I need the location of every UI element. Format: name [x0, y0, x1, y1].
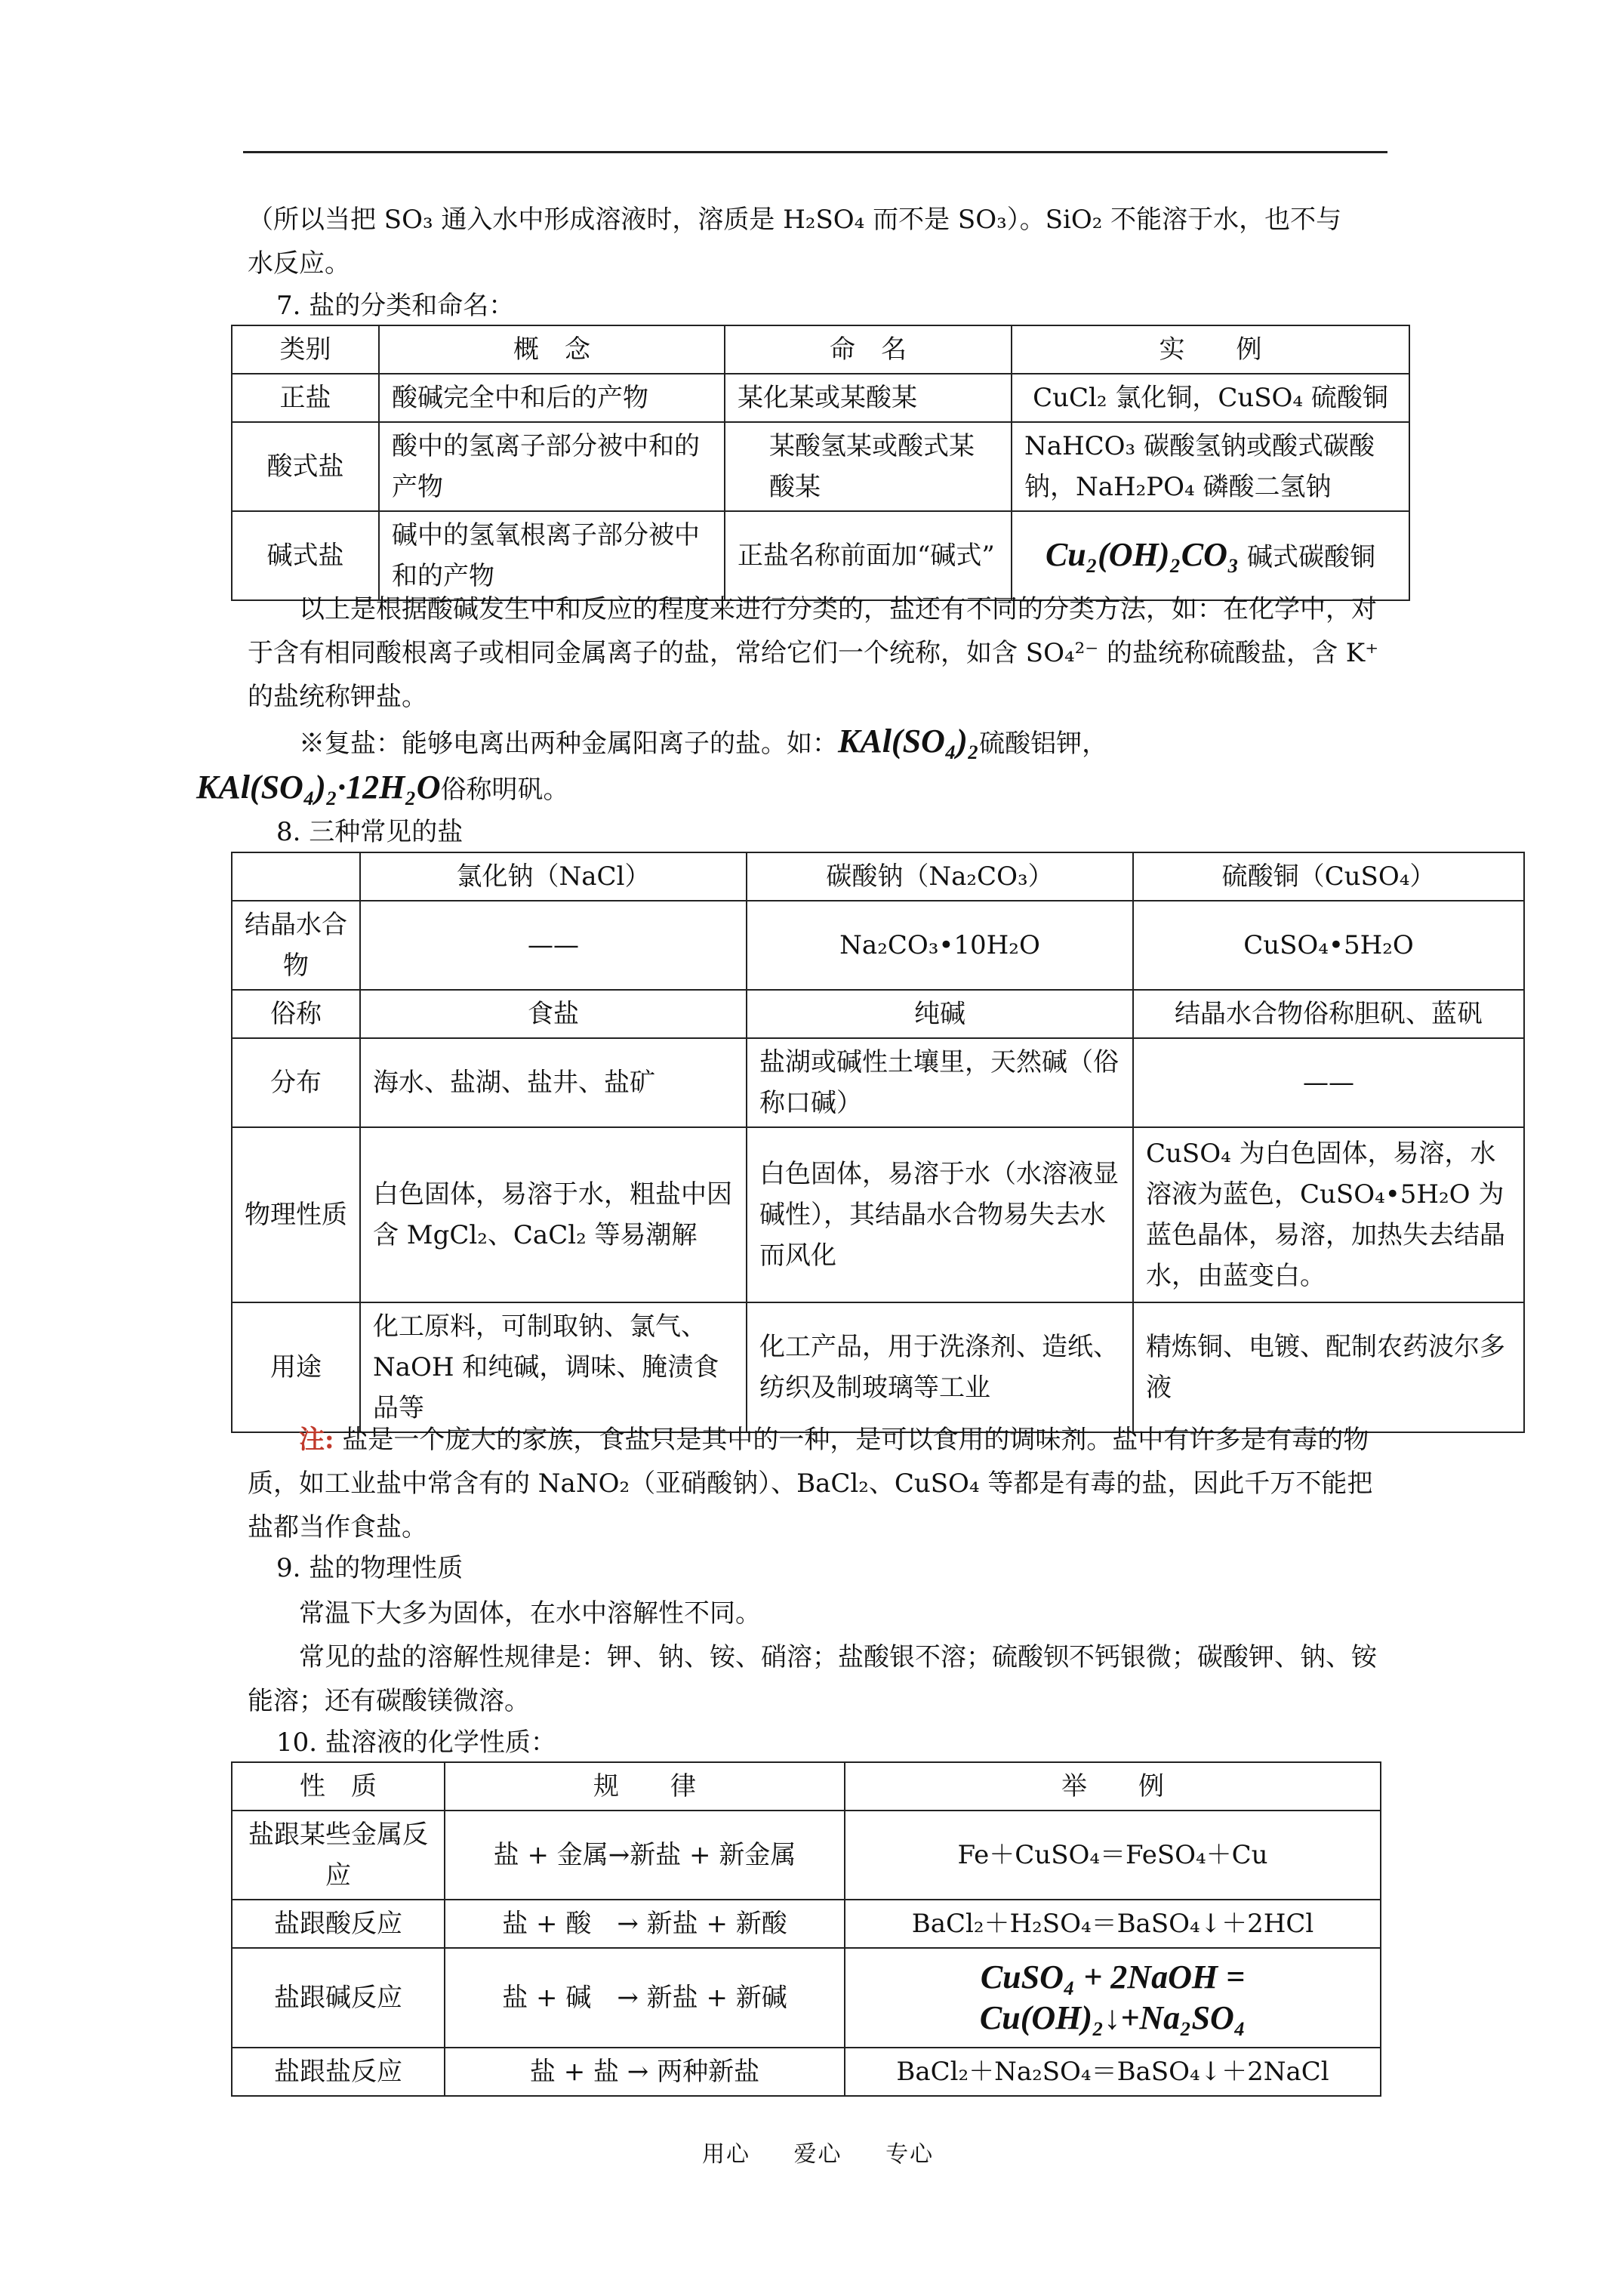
- cell-na2co3: 白色固体，易溶于水（水溶液显碱性），其结晶水合物易失去水而风化: [747, 1127, 1133, 1302]
- double-salt-paragraph: [196, 720, 1395, 812]
- basic-copper-carbonate-name: 碱式碳酸铜: [1247, 541, 1376, 572]
- salt-classification-table: [231, 325, 1410, 601]
- footer-word: 爱心: [793, 2141, 842, 2168]
- equation-line-2: Cu(OH)₂↓+Na₂SO₄: [979, 1999, 1246, 2036]
- header-cell: 氯化钠（NaCl）: [360, 852, 747, 901]
- table-header-row: [232, 325, 1409, 374]
- cell-example: NaHCO₃ 碳酸氢钠或酸式碳酸钠，NaH₂PO₄ 磷酸二氢钠: [1012, 422, 1409, 511]
- header-cell: 举 例: [845, 1762, 1381, 1811]
- alum-formula: KAl(SO₄)₂·12H₂O: [196, 769, 441, 806]
- table-row: [232, 901, 1524, 990]
- common-salts-table: [231, 852, 1525, 1433]
- section9-heading: 9. 盐的物理性质: [276, 1553, 463, 1583]
- table-row: [232, 1127, 1524, 1302]
- cell-example: BaCl₂＋Na₂SO₄＝BaSO₄↓＋2NaCl: [845, 2048, 1381, 2096]
- cell-nacl: 白色固体，易溶于水，粗盐中因含 MgCl₂、CaCl₂ 等易潮解: [360, 1127, 747, 1302]
- equation-line-1: CuSO₄ + 2NaOH =: [980, 1959, 1246, 1996]
- cell-na2co3: 盐湖或碱性土壤里，天然碱（俗称口碱）: [747, 1038, 1133, 1127]
- cell-cuso4: 精炼铜、电镀、配制农药波尔多液: [1133, 1302, 1524, 1432]
- table-row: [232, 2048, 1381, 2096]
- cell-rule: 盐 + 碱 → 新盐 + 新碱: [445, 1948, 845, 2048]
- cell-property: 盐跟酸反应: [232, 1900, 445, 1948]
- table-row: [232, 1038, 1524, 1127]
- cell-na2co3: Na₂CO₃•10H₂O: [747, 901, 1133, 990]
- cell-example: [845, 1948, 1381, 2048]
- page-footer: [702, 2135, 1004, 2168]
- cell-rule: 盐 + 盐 → 两种新盐: [445, 2048, 845, 2096]
- row-label: 俗称: [232, 990, 360, 1038]
- note-text: 盐是一个庞大的家族，食盐只是其中的一种，是可以食用的调味剂。盐中有许多是有毒的物质，如工业盐中常含有的 NaNO₂（亚硝酸钠）、BaCl₂、CuSO₄ 等都是有毒的盐，因此千万不能把盐都当作食盐。: [248, 1425, 1373, 1542]
- table-row: [232, 990, 1524, 1038]
- cell-concept: 酸碱完全中和后的产物: [379, 374, 725, 422]
- cell-cuso4: 结晶水合物俗称胆矾、蓝矾: [1133, 990, 1524, 1038]
- double-salt-text-3: 俗称明矾。: [440, 775, 569, 805]
- cell-naming: 某酸氢某或酸式某酸某: [725, 422, 1012, 511]
- table-row: [232, 1811, 1381, 1900]
- header-cell: [232, 852, 360, 901]
- footer-word: 专心: [885, 2141, 935, 2168]
- cell-example: CuCl₂ 氯化铜，CuSO₄ 硫酸铜: [1012, 374, 1409, 422]
- cell-example: Fe＋CuSO₄＝FeSO₄＋Cu: [845, 1811, 1381, 1900]
- header-cell: 类别: [232, 325, 379, 374]
- cell-property: 盐跟碱反应: [232, 1948, 445, 2048]
- kal-so4-formula: KAl(SO₄)₂: [838, 723, 980, 760]
- header-cell: 实 例: [1012, 325, 1409, 374]
- row-label: 分布: [232, 1038, 360, 1127]
- cell-example: BaCl₂＋H₂SO₄＝BaSO₄↓＋2HCl: [845, 1900, 1381, 1948]
- cell-type: 正盐: [232, 374, 379, 422]
- cell-nacl: 海水、盐湖、盐井、盐矿: [360, 1038, 747, 1127]
- cell-na2co3: 化工产品，用于洗涤剂、造纸、纺织及制玻璃等工业: [747, 1302, 1133, 1432]
- footer-word: 用心: [702, 2141, 750, 2168]
- table-header-row: [232, 1762, 1381, 1811]
- section7-heading: 7. 盐的分类和命名：: [276, 291, 515, 321]
- section9-paragraph-2: 常见的盐的溶解性规律是：钾、钠、铵、硝溶；盐酸银不溶；硫酸钡不钙银微；碳酸钾、钠、铵能溶；还有碳酸镁微溶。: [248, 1642, 1377, 1716]
- cell-nacl: ——: [360, 901, 747, 990]
- table-row: [232, 422, 1409, 511]
- double-salt-text: ※复盐：能够电离出两种金属阳离子的盐。如：: [299, 729, 838, 759]
- cell-nacl: 食盐: [360, 990, 747, 1038]
- cell-concept: 碱中的氢氧根离子部分被中和的产物: [379, 511, 725, 600]
- row-label: 用途: [232, 1302, 360, 1432]
- intro-line-1: （所以当把 SO₃ 通入水中形成溶液时，溶质是 H₂SO₄ 而不是 SO₃）。SiO₂ 不能溶于水，也不与: [248, 205, 1342, 235]
- cell-naming: 某化某或某酸某: [725, 374, 1012, 422]
- table-header-row: [232, 852, 1524, 901]
- row-label: 物理性质: [232, 1127, 360, 1302]
- section10-heading: 10. 盐溶液的化学性质：: [276, 1727, 556, 1758]
- row-label: 结晶水合物: [232, 901, 360, 990]
- header-cell: 碳酸钠（Na₂CO₃）: [747, 852, 1133, 901]
- section9-paragraph-1: 常温下大多为固体，在水中溶解性不同。: [299, 1598, 761, 1629]
- table-row: [232, 1302, 1524, 1432]
- table-row: [232, 1948, 1381, 2048]
- header-cell: 概 念: [379, 325, 725, 374]
- salt-reactions-table: [231, 1761, 1381, 2097]
- header-rule: [243, 151, 1387, 153]
- table-row: [232, 374, 1409, 422]
- cell-type: 碱式盐: [232, 511, 379, 600]
- cell-naming: 正盐名称前面加“碱式”: [725, 511, 1012, 600]
- cell-type: 酸式盐: [232, 422, 379, 511]
- cell-concept: 酸中的氢离子部分被中和的产物: [379, 422, 725, 511]
- header-cell: 规 律: [445, 1762, 845, 1811]
- basic-copper-carbonate-formula: Cu₂(OH)₂CO₃: [1045, 535, 1240, 573]
- section8-heading: 8. 三种常见的盐: [276, 817, 463, 847]
- note-label: 注:: [299, 1425, 334, 1455]
- header-cell: 命 名: [725, 325, 1012, 374]
- header-cell: 性 质: [232, 1762, 445, 1811]
- note-paragraph: [248, 1418, 1395, 1549]
- intro-line-2: 水反应。: [248, 248, 350, 279]
- classification-paragraph: 以上是根据酸碱发生中和反应的程度来进行分类的，盐还有不同的分类方法，如：在化学中，对于含有相同酸根离子或相同金属离子的盐，常给它们一个统称，如含 SO₄²⁻ 的盐统称硫酸盐，含 K⁺ 的盐统称钾盐。: [248, 594, 1379, 712]
- cell-rule: 盐 + 金属→新盐 + 新金属: [445, 1811, 845, 1900]
- cell-property: 盐跟盐反应: [232, 2048, 445, 2096]
- table-row: [232, 1900, 1381, 1948]
- double-salt-text-2: 硫酸铝钾，: [979, 729, 1108, 759]
- cell-rule: 盐 + 酸 → 新盐 + 新酸: [445, 1900, 845, 1948]
- cell-property: 盐跟某些金属反应: [232, 1811, 445, 1900]
- header-cell: 硫酸铜（CuSO₄）: [1133, 852, 1524, 901]
- cell-cuso4: ——: [1133, 1038, 1524, 1127]
- cell-cuso4: CuSO₄ 为白色固体，易溶，水溶液为蓝色，CuSO₄•5H₂O 为蓝色晶体，易溶，加热失去结晶水，由蓝变白。: [1133, 1127, 1524, 1302]
- intro-paragraph: [248, 198, 1395, 285]
- cell-nacl: 化工原料，可制取钠、氯气、NaOH 和纯碱，调味、腌渍食品等: [360, 1302, 747, 1432]
- cell-na2co3: 纯碱: [747, 990, 1133, 1038]
- cell-cuso4: CuSO₄•5H₂O: [1133, 901, 1524, 990]
